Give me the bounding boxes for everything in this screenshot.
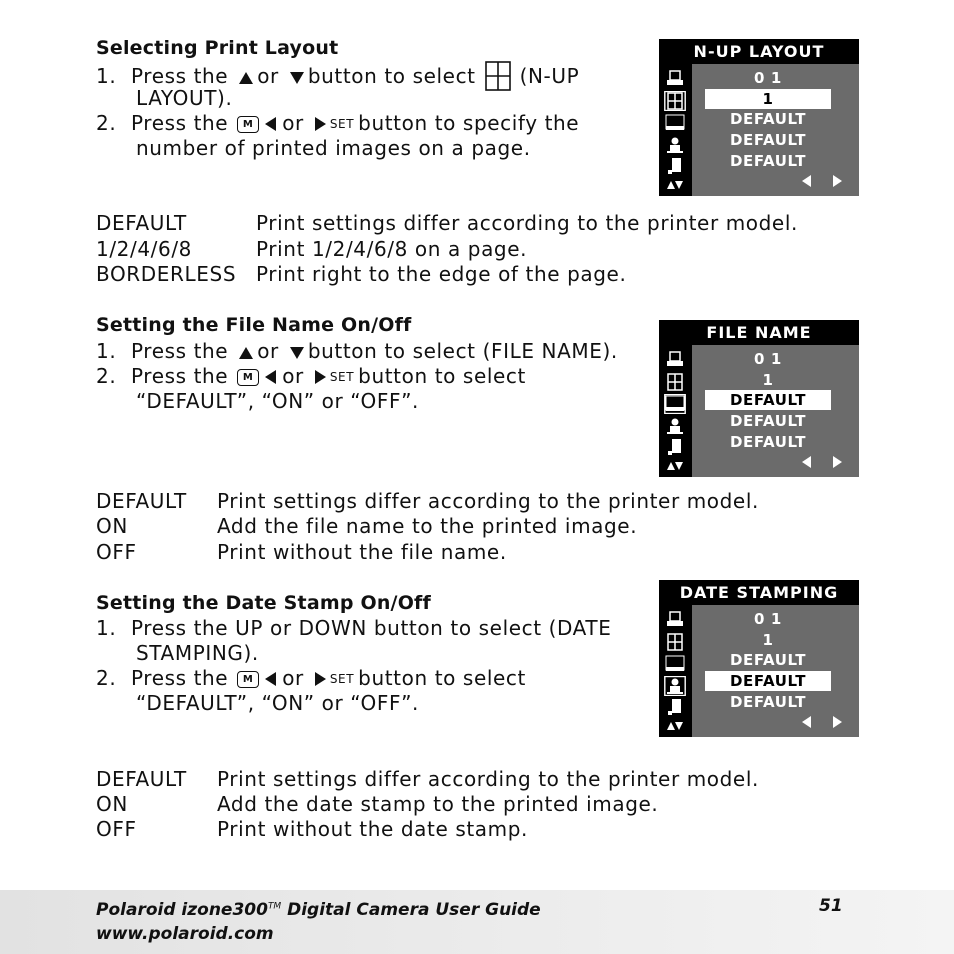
step-text: Press the xyxy=(131,364,229,388)
definition-desc: Print without the date stamp. xyxy=(217,817,528,841)
triangle-right-icon xyxy=(315,117,326,131)
step-text: or xyxy=(282,666,304,690)
definition-desc: Print settings differ according to the printer model. xyxy=(256,211,798,235)
footer-website: www.polaroid.com xyxy=(96,924,274,944)
updown-icon xyxy=(664,718,686,738)
definition-row xyxy=(96,817,528,842)
definition-row xyxy=(96,489,759,514)
printer-icon xyxy=(664,69,686,89)
step-number: 1. xyxy=(96,616,117,640)
page-out-icon xyxy=(664,156,686,176)
step-text: button to select xyxy=(358,364,526,388)
definition-row xyxy=(96,792,658,817)
definition-term: DEFAULT xyxy=(96,211,187,235)
triangle-up-icon xyxy=(239,72,253,84)
updown-icon xyxy=(664,458,686,478)
step-2-continuation: “DEFAULT”, “ON” or “OFF”. xyxy=(136,691,420,715)
panel-title: DATE STAMPING xyxy=(659,580,859,605)
definition-row xyxy=(96,514,637,539)
panel-row: DEFAULT xyxy=(729,651,807,669)
lcd-panel-file-name xyxy=(659,320,859,477)
definition-desc: Add the date stamp to the printed image. xyxy=(217,792,659,816)
panel-row: DEFAULT xyxy=(729,433,807,451)
step-text: (N-UP xyxy=(519,64,580,88)
step-1-continuation: LAYOUT). xyxy=(136,86,233,110)
person-icon xyxy=(664,135,686,155)
step-number: 1. xyxy=(96,339,117,363)
grid-icon xyxy=(664,372,686,392)
section-heading-file-name: Setting the File Name On/Off xyxy=(96,314,412,336)
triangle-down-icon xyxy=(290,347,304,359)
printer-icon xyxy=(664,350,686,370)
panel-row: DEFAULT xyxy=(729,110,807,128)
step-text: Press the xyxy=(131,339,229,363)
four-grid-icon xyxy=(485,61,511,91)
definition-term: 1/2/4/6/8 xyxy=(96,237,192,261)
footer-brand: Polaroid izone300 xyxy=(96,900,268,920)
page-out-icon xyxy=(664,697,686,717)
step-text: or xyxy=(257,64,279,88)
step-2-continuation: number of printed images on a page. xyxy=(136,136,531,160)
definition-row xyxy=(96,767,759,792)
section-heading-print-layout: Selecting Print Layout xyxy=(96,37,339,59)
definition-row xyxy=(96,540,507,565)
step-text: Press the xyxy=(131,64,229,88)
step-2-print-layout xyxy=(96,111,579,137)
definition-term: BORDERLESS xyxy=(96,262,237,286)
step-number: 1. xyxy=(96,64,117,88)
definition-term: ON xyxy=(96,792,128,816)
updown-icon xyxy=(664,177,686,197)
triangle-up-icon xyxy=(239,347,253,359)
definition-row xyxy=(96,211,798,236)
triangle-right-icon xyxy=(315,370,326,384)
page-number: 51 xyxy=(819,896,843,916)
m-button-icon: M xyxy=(237,671,259,688)
triangle-right-icon xyxy=(315,672,326,686)
left-right-arrows-icon xyxy=(802,455,842,469)
definition-term: OFF xyxy=(96,817,137,841)
person-icon xyxy=(664,676,686,696)
step-text: button to select xyxy=(358,666,526,690)
set-label: SET xyxy=(329,117,355,131)
panel-row: 0 1 xyxy=(754,350,782,368)
definition-row xyxy=(96,237,527,262)
definition-desc: Print 1/2/4/6/8 on a page. xyxy=(256,237,528,261)
step-2-continuation: “DEFAULT”, “ON” or “OFF”. xyxy=(136,389,420,413)
m-button-icon: M xyxy=(237,116,259,133)
definition-row xyxy=(96,262,626,287)
definition-desc: Print right to the edge of the page. xyxy=(256,262,627,286)
panel-row: DEFAULT xyxy=(729,693,807,711)
grid-icon xyxy=(664,632,686,652)
panel-title: N-UP LAYOUT xyxy=(659,39,859,64)
definition-desc: Add the file name to the printed image. xyxy=(217,514,638,538)
step-text: button to specify the xyxy=(358,111,580,135)
triangle-left-icon xyxy=(265,370,276,384)
step-1-file-name xyxy=(96,339,618,364)
printer-icon xyxy=(664,610,686,630)
panel-row: DEFAULT xyxy=(729,131,807,149)
step-text: or xyxy=(282,364,304,388)
step-number: 2. xyxy=(96,364,117,388)
step-text: Press the UP or DOWN button to select (DATE xyxy=(131,616,612,640)
set-label: SET xyxy=(329,370,355,384)
triangle-left-icon xyxy=(265,117,276,131)
left-right-arrows-icon xyxy=(802,174,842,188)
step-text: Press the xyxy=(131,111,229,135)
step-number: 2. xyxy=(96,666,117,690)
file-bar-icon xyxy=(664,394,686,414)
left-right-arrows-icon xyxy=(802,715,842,729)
footer-guide-title xyxy=(96,900,541,920)
file-bar-icon xyxy=(664,113,686,133)
panel-row: 0 1 xyxy=(754,610,782,628)
definition-term: ON xyxy=(96,514,128,538)
panel-title: FILE NAME xyxy=(659,320,859,345)
panel-row-selected: DEFAULT xyxy=(705,671,831,691)
triangle-left-icon xyxy=(265,672,276,686)
step-text: or xyxy=(257,339,279,363)
panel-row-selected: DEFAULT xyxy=(705,390,831,410)
section-heading-date-stamp: Setting the Date Stamp On/Off xyxy=(96,592,431,614)
footer-guide-rest: Digital Camera User Guide xyxy=(281,900,541,920)
definition-desc: Print settings differ according to the printer model. xyxy=(217,489,759,513)
panel-row: 1 xyxy=(762,631,774,649)
lcd-panel-date-stamping xyxy=(659,580,859,737)
panel-row: DEFAULT xyxy=(729,152,807,170)
triangle-down-icon xyxy=(290,72,304,84)
lcd-panel-nup-layout xyxy=(659,39,859,196)
step-text: button to select (FILE NAME). xyxy=(307,339,618,363)
definition-term: DEFAULT xyxy=(96,767,187,791)
definition-desc: Print without the file name. xyxy=(217,540,507,564)
step-number: 2. xyxy=(96,111,117,135)
panel-row-selected: 1 xyxy=(705,89,831,109)
step-1-date-stamp xyxy=(96,616,611,641)
file-bar-icon xyxy=(664,654,686,674)
panel-row: 0 1 xyxy=(754,69,782,87)
step-text: Press the xyxy=(131,666,229,690)
definition-desc: Print settings differ according to the printer model. xyxy=(217,767,759,791)
step-text: or xyxy=(282,111,304,135)
person-icon xyxy=(664,416,686,436)
panel-row: 1 xyxy=(762,371,774,389)
step-2-file-name xyxy=(96,364,526,390)
page-out-icon xyxy=(664,437,686,457)
set-label: SET xyxy=(329,672,355,686)
step-text: button to select xyxy=(307,64,476,88)
trademark-mark: TM xyxy=(267,901,282,912)
m-button-icon: M xyxy=(237,369,259,386)
definition-term: DEFAULT xyxy=(96,489,187,513)
step-1-continuation: STAMPING). xyxy=(136,641,259,665)
panel-row: DEFAULT xyxy=(729,412,807,430)
grid-icon xyxy=(664,91,686,111)
step-2-date-stamp xyxy=(96,666,526,692)
definition-term: OFF xyxy=(96,540,137,564)
